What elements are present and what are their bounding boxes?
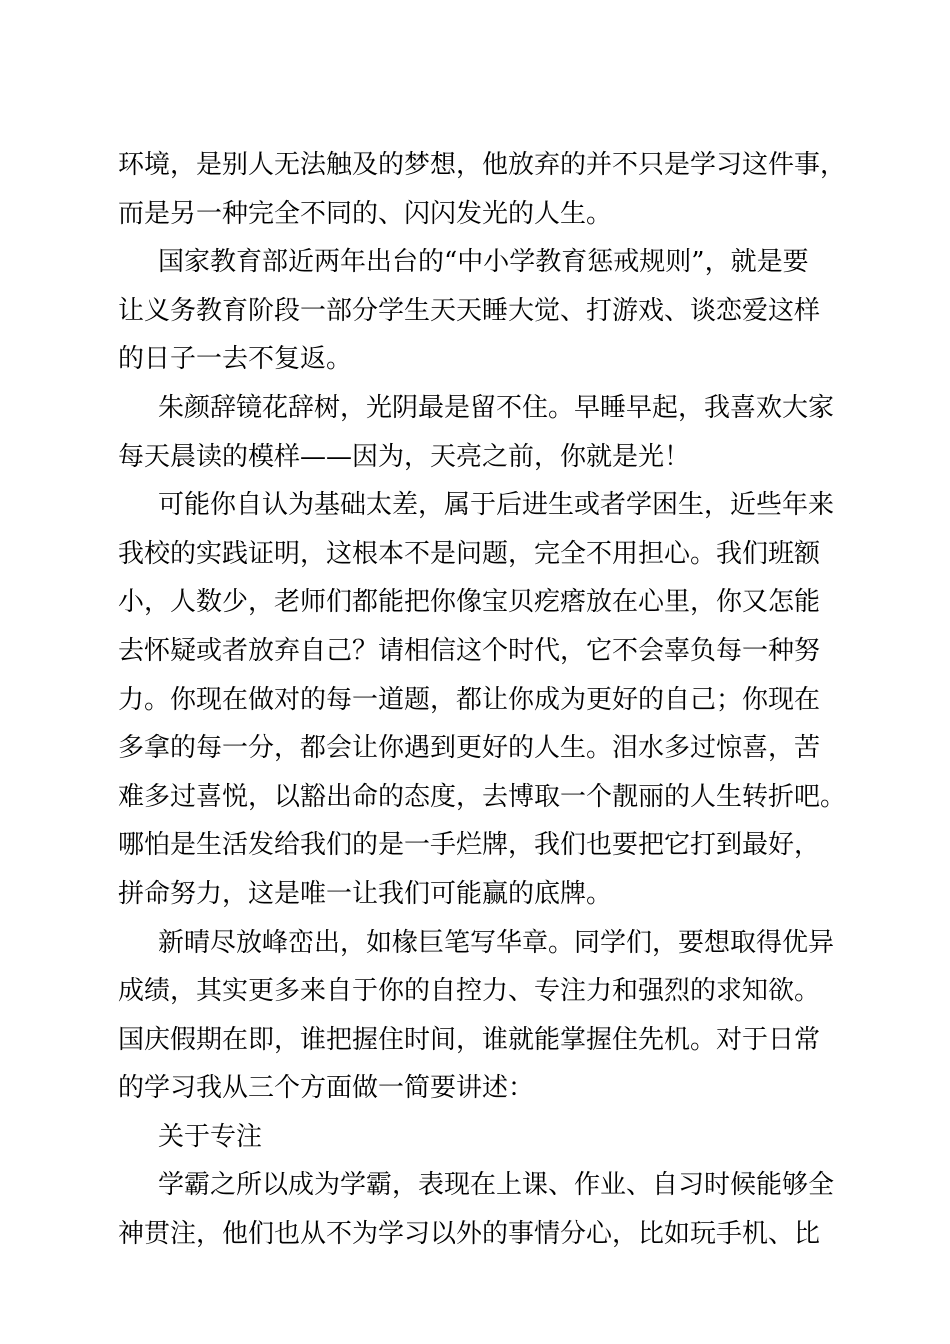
text-line: 的学习我从三个方面做一简要讲述： <box>118 1073 535 1104</box>
text-line: 拼命努力，这是唯一让我们可能赢的底牌。 <box>118 878 613 909</box>
text-line: 哪怕是生活发给我们的是一手烂牌，我们也要把它打到最好， <box>118 830 821 861</box>
text-line: 的日子一去不复返。 <box>118 344 353 375</box>
text-line: 国庆假期在即，谁把握住时间，谁就能掌握住先机。对于日常 <box>118 1024 821 1055</box>
section-heading: 关于专注 <box>158 1121 263 1152</box>
text-line: 去怀疑或者放弃自己？请相信这个时代，它不会辜负每一种努 <box>118 635 821 666</box>
body-text <box>118 141 847 1259</box>
text-line: 成绩，其实更多来自于你的自控力、专注力和强烈的求知欲。 <box>118 976 821 1007</box>
text-line: 小，人数少，老师们都能把你像宝贝疙瘩放在心里，你又怎能 <box>118 587 821 618</box>
paragraph-start-line: 朱颜辞镜花辞树，光阴最是留不住。早睡早起，我喜欢大家 <box>158 392 835 423</box>
text-line: 我校的实践证明，这根本不是问题，完全不用担心。我们班额 <box>118 538 821 569</box>
text-line: 而是另一种完全不同的、闪闪发光的人生。 <box>118 198 613 229</box>
text-line: 环境，是别人无法触及的梦想，他放弃的并不只是学习这件事， <box>118 150 847 180</box>
text-line: 每天晨读的模样——因为，天亮之前，你就是光！ <box>118 441 691 472</box>
text-line: 多拿的每一分，都会让你遇到更好的人生。泪水多过惊喜，苦 <box>118 733 821 764</box>
text-line: 力。你现在做对的每一道题，都让你成为更好的自己；你现在 <box>118 684 821 715</box>
text-line: 让义务教育阶段一部分学生天天睡大觉、打游戏、谈恋爱这样 <box>118 295 821 326</box>
paragraph-start-line: 新晴尽放峰峦出，如椽巨笔写华章。同学们，要想取得优异 <box>158 927 835 958</box>
paragraph-start-line: 国家教育部近两年出台的“中小学教育惩戒规则”，就是要 <box>158 247 809 278</box>
paragraph-start-line: 可能你自认为基础太差，属于后进生或者学困生，近些年来 <box>158 490 835 521</box>
text-line: 难多过喜悦，以豁出命的态度，去博取一个靓丽的人生转折吧。 <box>118 781 847 812</box>
text-line: 神贯注，他们也从不为学习以外的事情分心，比如玩手机、比 <box>118 1219 821 1250</box>
paragraph-start-line: 学霸之所以成为学霸，表现在上课、作业、自习时候能够全 <box>158 1170 835 1201</box>
